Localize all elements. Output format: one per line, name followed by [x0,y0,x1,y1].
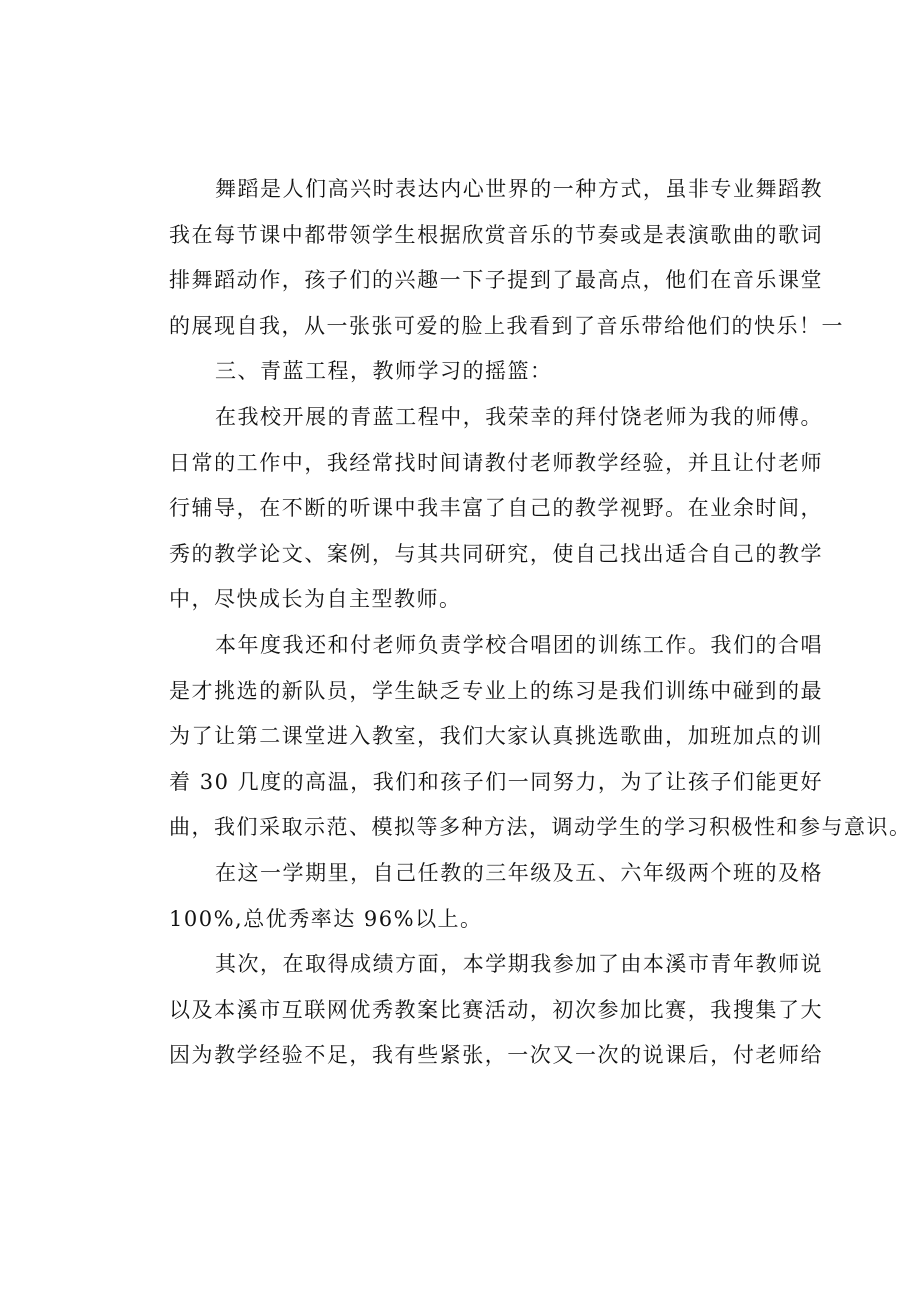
text-line: 日常的工作中，我经常找时间请教付老师教学经验，并且让付老师 [169,450,823,475]
text-line: 排舞蹈动作，孩子们的兴趣一下子提到了最高点，他们在音乐课堂 [169,268,823,293]
text-line: 中，尽快成长为自主型教师。 [169,587,462,612]
text-line: 本年度我还和付老师负责学校合唱团的训练工作。我们的合唱 [215,632,823,657]
text-line: 我在每节课中都带领学生根据欣赏音乐的节奏或是表演歌曲的歌词 [169,222,823,247]
text-line: 是才挑选的新队员，学生缺乏专业上的练习是我们训练中碰到的最 [169,678,823,703]
paragraph-choir [123,623,912,851]
text-line: 着 30 几度的高温，我们和孩子们一同努力，为了让孩子们能更好 [169,769,823,794]
paragraph-dance [123,167,844,349]
document-body [123,167,912,1079]
paragraph-pass-rate [123,851,823,942]
text-line: 在这一学期里，自己任教的三年级及五、六年级两个班的及格 [215,860,823,885]
text-line: 舞蹈是人们高兴时表达内心世界的一种方式，虽非专业舞蹈教 [215,177,823,201]
text-line: 因为教学经验不足，我有些紧张，一次又一次的说课后，付老师给 [169,1043,823,1068]
text-line: 的展现自我，从一张张可爱的脸上我看到了音乐带给他们的快乐！一 [169,313,844,338]
text-line: 在我校开展的青蓝工程中，我荣幸的拜付饶老师为我的师傅。 [215,404,823,429]
text-line: 以及本溪市互联网优秀教案比赛活动，初次参加比赛，我搜集了大 [169,997,823,1022]
text-line: 秀的教学论文、案例，与其共同研究，使自己找出适合自己的教学 [169,541,823,566]
text-line: 为了让第二课堂进入教室，我们大家认真挑选歌曲，加班加点的训 [169,724,823,749]
section-heading-qinglan [123,349,823,395]
text-line: 100%,总优秀率达 96%以上。 [169,906,483,931]
section-heading: 三、青蓝工程，教师学习的摇篮： [215,359,553,384]
paragraph-competition [123,942,823,1079]
text-line: 行辅导，在不断的听课中我丰富了自己的教学视野。在业余时间， [169,496,823,521]
text-line: 其次，在取得成绩方面，本学期我参加了由本溪市青年教师说 [215,952,823,977]
text-line: 曲，我们采取示范、模拟等多种方法，调动学生的学习积极性和参与意识。 [169,815,912,840]
paragraph-mentor [123,395,823,623]
